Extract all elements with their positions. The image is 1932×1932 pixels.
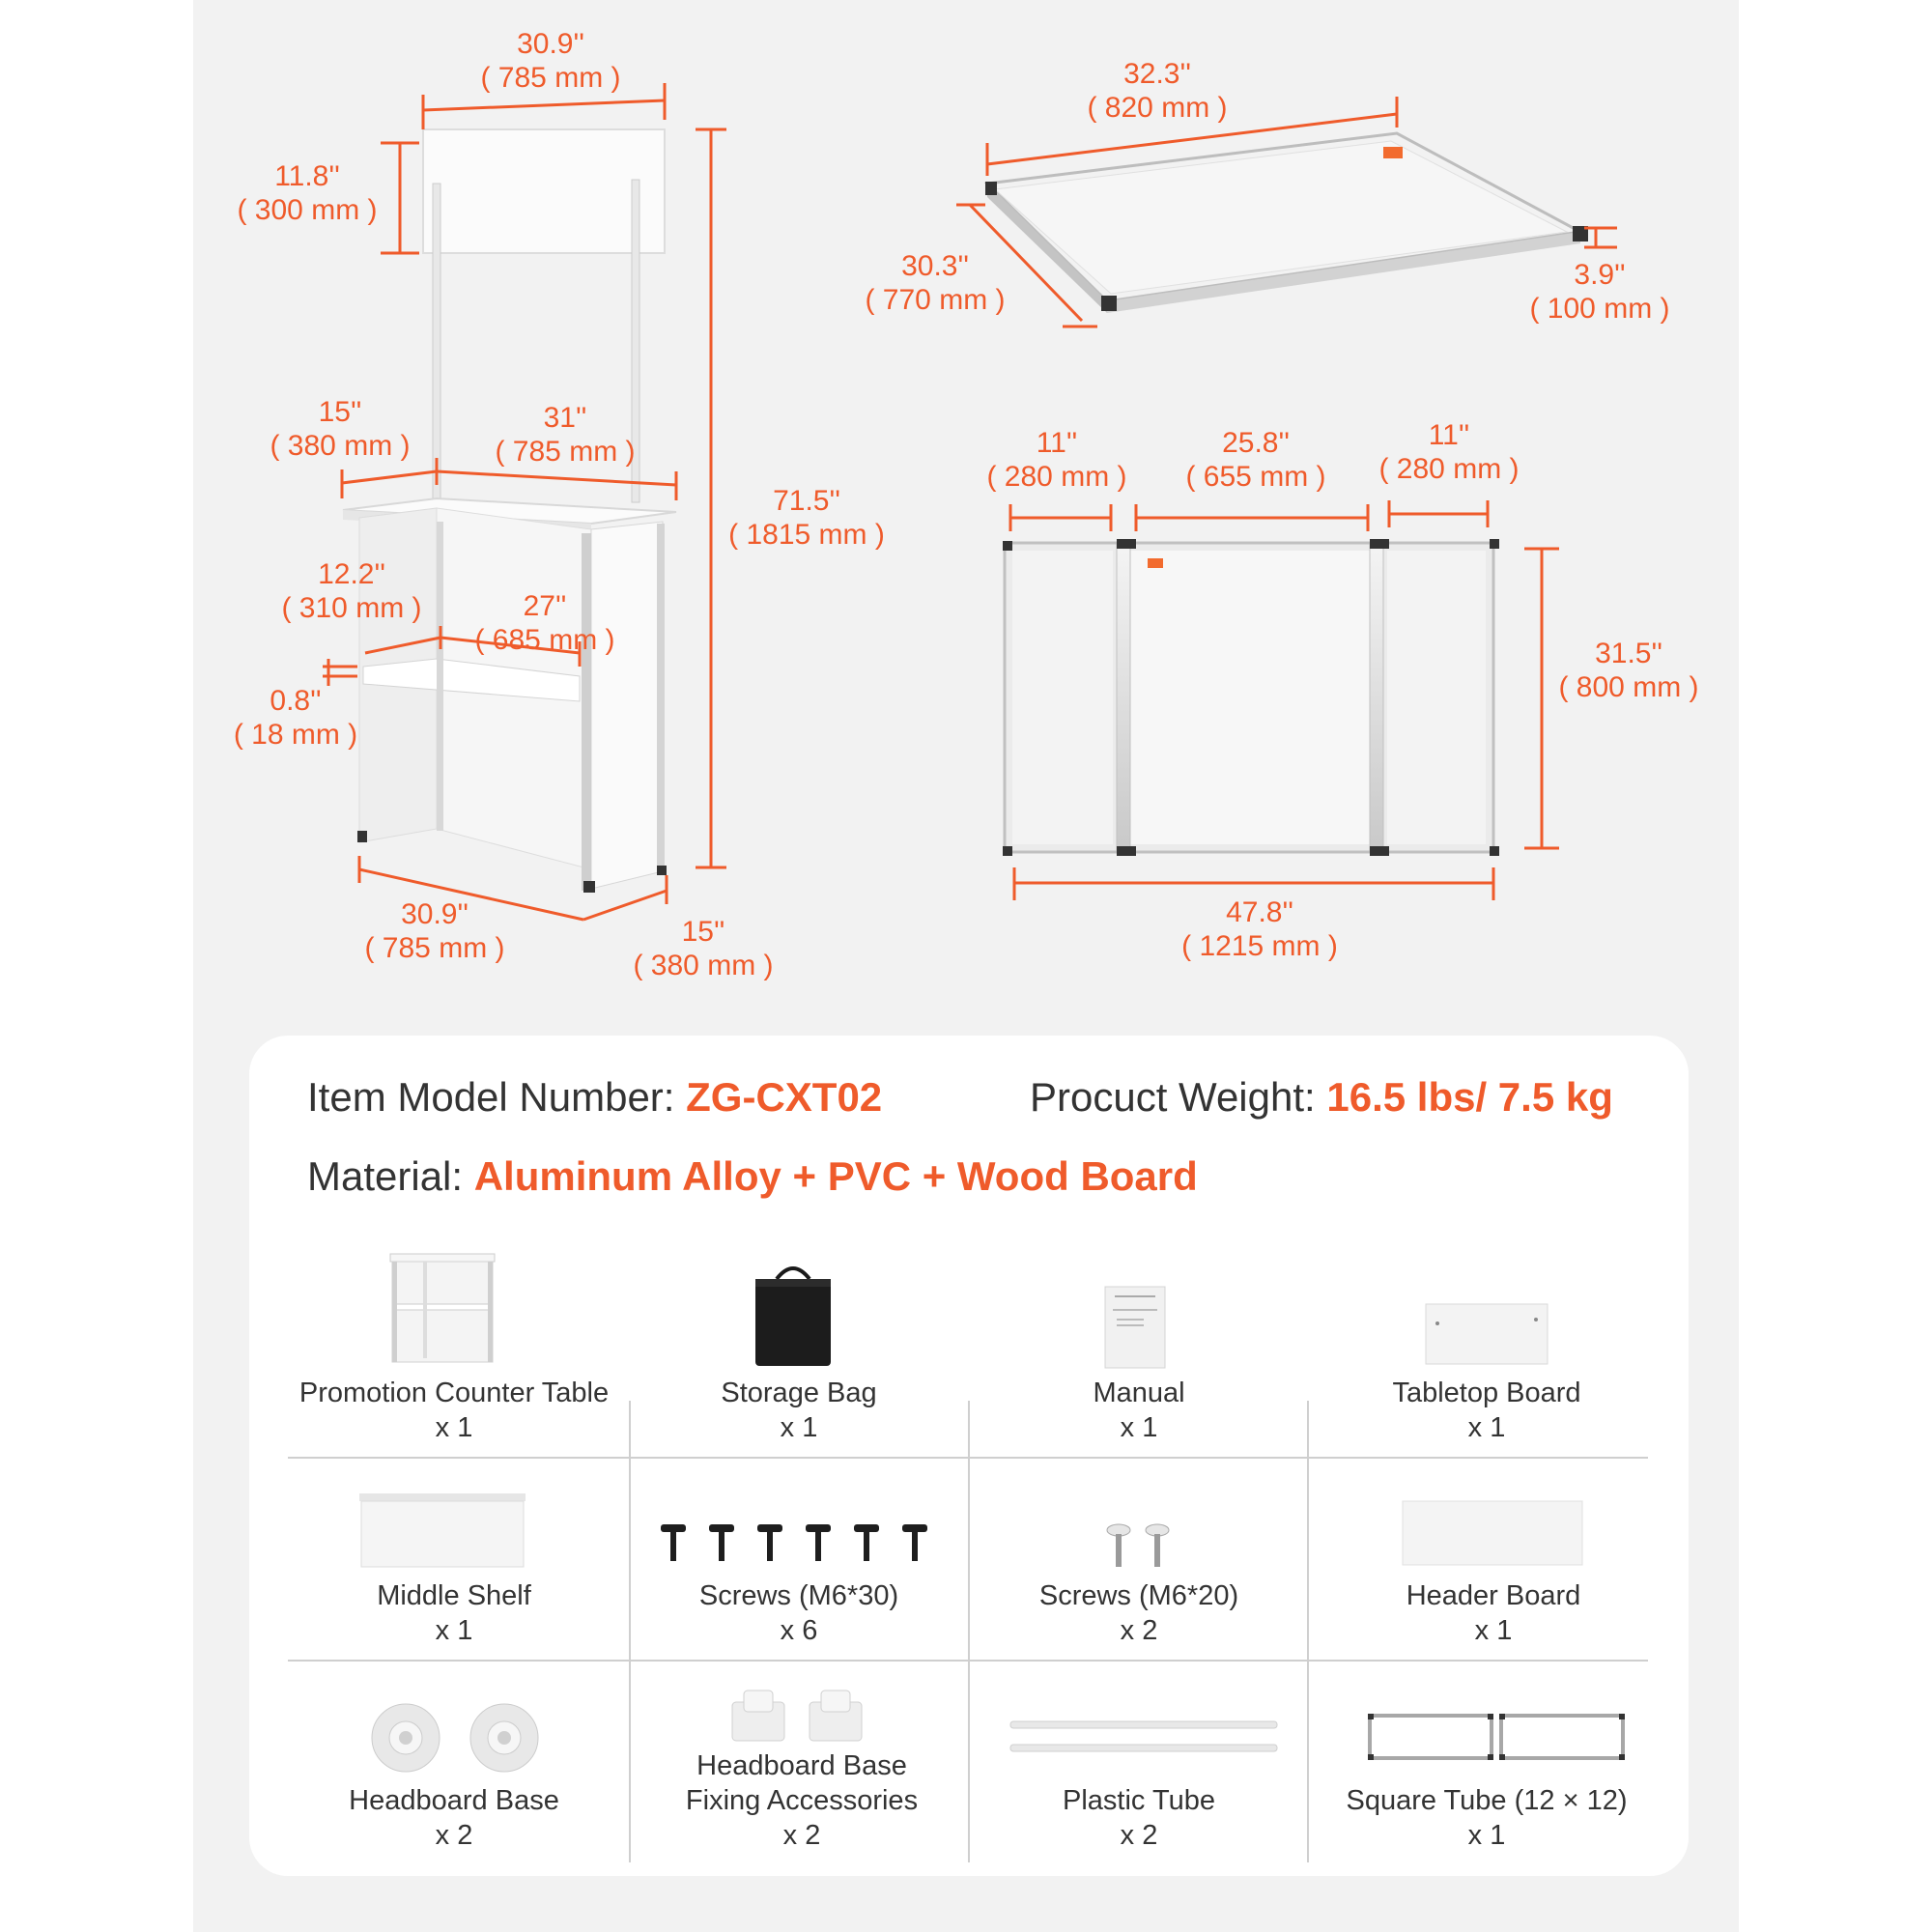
part-headboard-base [280,1783,628,1853]
dim-middle-panel-in: 25.8'' [1222,427,1290,459]
part-screws-m6x20 [970,1578,1308,1648]
unfolded-panel-illustration [1003,539,1499,856]
part-qty: x 2 [1120,1615,1158,1646]
part-qty: x 1 [1474,1615,1513,1646]
part-name: Tabletop Board [1392,1378,1581,1408]
dim-shelf-depth-in: 12.2'' [318,558,385,590]
part-qty: x 1 [435,1412,473,1443]
model-number-spec [307,1074,882,1121]
part-qty: x 2 [1120,1820,1158,1851]
header-board-icon [1401,1499,1584,1567]
product-weight-label: Procuct Weight: [1030,1074,1327,1120]
dim-shelf-width-in: 27'' [523,590,567,622]
storage-bag-icon [750,1262,837,1370]
part-qty: x 1 [1467,1412,1506,1443]
part-name: Middle Shelf [377,1580,531,1611]
dim-shelf-depth-mm: ( 310 mm ) [281,592,422,624]
assembled-counter-illustration [343,129,676,893]
dim-shelf-thickness-mm: ( 18 mm ) [233,719,358,751]
part-qty: x 6 [780,1615,818,1646]
middle-shelf-icon [357,1492,527,1571]
part-name: Header Board [1406,1580,1581,1611]
part-name: Square Tube (12 × 12) [1346,1785,1628,1816]
dim-shelf-width-mm: ( 685 mm ) [474,624,615,656]
dim-header-height-in: 11.8'' [274,160,340,192]
part-name: Plastic Tube [1063,1785,1215,1816]
part-qty: x 1 [1467,1820,1506,1851]
part-middle-shelf [280,1578,628,1648]
plastic-tube-icon [1009,1719,1279,1754]
material-spec [307,1153,1198,1200]
dim-base-width-mm: ( 785 mm ) [364,932,505,964]
dim-open-width-in: 47.8'' [1226,896,1293,928]
screw-m6x20-icon [1103,1522,1175,1571]
product-weight-value: 16.5 lbs/ 7.5 kg [1326,1074,1613,1120]
dim-top-depth-mm: ( 380 mm ) [270,430,411,462]
dim-total-height-in: 71.5'' [773,485,840,517]
part-name: Headboard Base Fixing Accessories [685,1750,919,1816]
dim-total-height-mm: ( 1815 mm ) [728,519,885,551]
part-storage-bag [630,1376,968,1445]
part-tabletop-board [1310,1376,1663,1445]
dim-top-width-in: 31'' [543,402,587,434]
part-name: Storage Bag [721,1378,877,1408]
dim-shelf-thickness-in: 0.8'' [270,685,322,717]
part-qty: x 1 [435,1615,473,1646]
part-name: Manual [1093,1378,1185,1408]
part-header-board [1310,1578,1677,1648]
material-value: Aluminum Alloy + PVC + Wood Board [473,1153,1198,1199]
part-name: Screws (M6*30) [698,1580,899,1611]
part-name: Promotion Counter Table [298,1378,610,1408]
dim-folded-thickness-mm: ( 100 mm ) [1529,293,1670,325]
dim-top-depth-in: 15'' [318,396,362,428]
dim-side-panel-2-mm: ( 280 mm ) [1378,453,1520,485]
headboard-base-icon [369,1702,543,1774]
part-qty: x 2 [435,1820,473,1851]
part-name: Headboard Base [349,1785,559,1816]
part-square-tube [1310,1783,1663,1853]
part-qty: x 1 [780,1412,818,1443]
dim-open-height-in: 31.5'' [1595,638,1662,669]
dim-folded-depth-in: 30.3'' [901,250,969,282]
square-tube-icon [1366,1712,1627,1762]
dim-folded-width-in: 32.3'' [1123,58,1191,90]
dim-header-width-mm: ( 785 mm ) [480,62,621,94]
dim-base-depth-mm: ( 380 mm ) [633,950,774,981]
dim-open-width-mm: ( 1215 mm ) [1181,930,1338,962]
dim-side-panel-1-in: 11'' [1036,427,1078,459]
part-counter-table [280,1376,628,1445]
model-number-label: Item Model Number: [307,1074,687,1120]
screw-m6x30-icon [657,1522,937,1565]
product-weight-spec [1030,1074,1613,1121]
dim-folded-depth-mm: ( 770 mm ) [865,284,1006,316]
part-name: Screws (M6*20) [1038,1580,1239,1611]
fixing-accessory-icon [730,1689,864,1743]
dim-folded-thickness-in: 3.9'' [1574,259,1626,291]
part-manual [970,1376,1308,1445]
dim-base-width-in: 30.9'' [401,898,469,930]
material-label: Material: [307,1153,474,1199]
dim-base-depth-in: 15'' [681,916,725,948]
model-number-value: ZG-CXT02 [686,1074,883,1120]
part-screws-m6x30 [630,1578,968,1648]
tabletop-board-icon [1424,1302,1549,1366]
counter-table-icon [384,1248,500,1368]
dim-side-panel-1-mm: ( 280 mm ) [986,461,1127,493]
part-qty: x 2 [782,1820,821,1851]
folded-box-illustration [985,133,1588,313]
part-plastic-tube [970,1783,1308,1853]
part-qty: x 1 [1120,1412,1158,1443]
dim-side-panel-2-in: 11'' [1428,419,1470,451]
part-fixing-accessories [657,1748,947,1853]
dim-header-width-in: 30.9'' [517,28,584,60]
manual-icon [1103,1285,1167,1370]
dim-top-width-mm: ( 785 mm ) [495,436,636,468]
dim-folded-width-mm: ( 820 mm ) [1087,92,1228,124]
dim-middle-panel-mm: ( 655 mm ) [1185,461,1326,493]
dim-header-height-mm: ( 300 mm ) [237,194,378,226]
dim-open-height-mm: ( 800 mm ) [1558,671,1699,703]
